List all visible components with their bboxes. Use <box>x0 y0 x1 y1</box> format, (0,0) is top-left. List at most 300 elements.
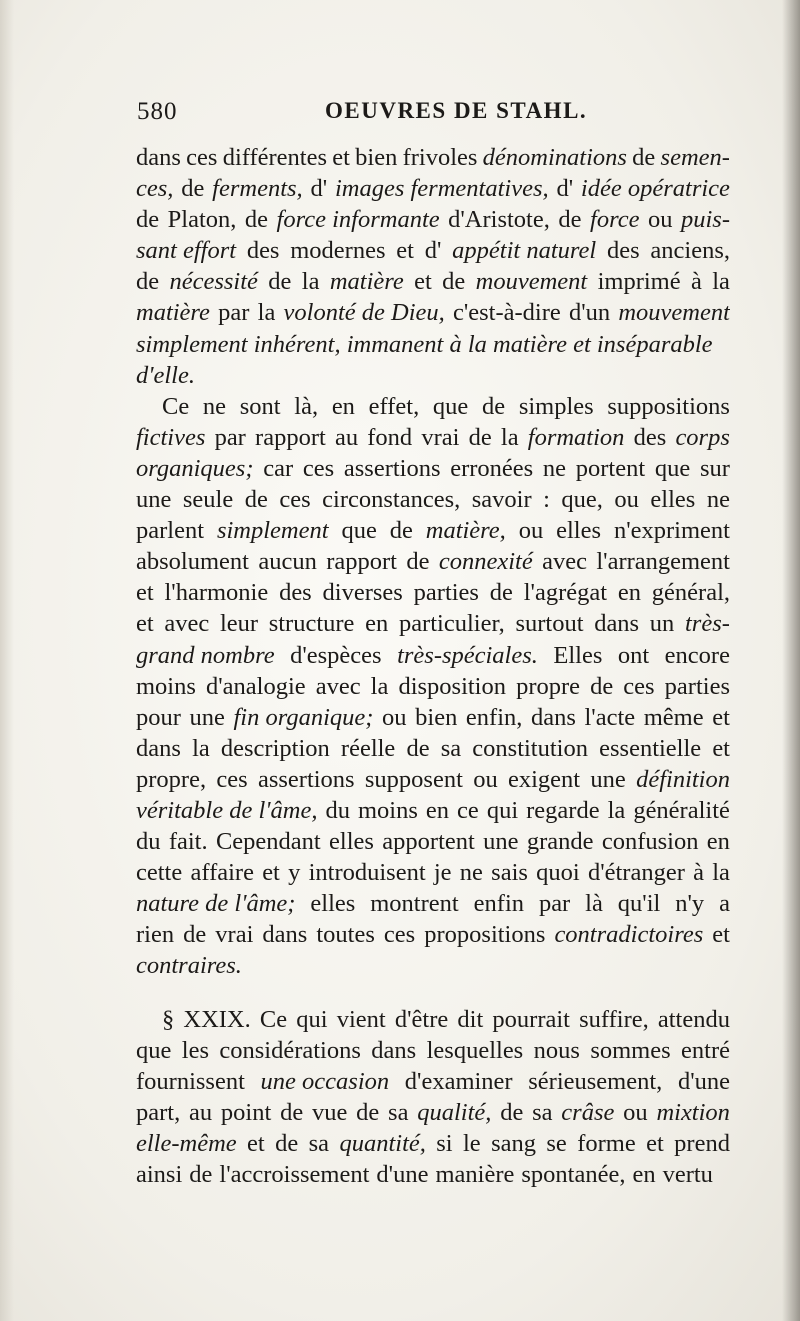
word: images fermentatives, <box>334 175 549 203</box>
word: grande <box>526 828 594 856</box>
word: d'Aristote, <box>448 206 550 234</box>
word: dit <box>457 1005 484 1033</box>
word: vrai <box>215 921 254 949</box>
word: diverses <box>322 579 403 607</box>
word: et <box>712 703 730 731</box>
word: ces <box>186 144 218 171</box>
word: ou <box>647 206 673 234</box>
text-line <box>136 1128 730 1159</box>
page-edge-right <box>782 0 800 1321</box>
word: une occasion <box>260 1067 390 1095</box>
word: de <box>590 672 614 700</box>
word: d'être <box>394 1005 449 1033</box>
word: la <box>192 734 210 762</box>
text-line <box>136 515 730 546</box>
word: anciens, <box>650 237 730 265</box>
text-line <box>136 360 730 391</box>
word: la <box>301 268 320 296</box>
word: moins <box>136 672 196 700</box>
word: idée opératrice <box>580 175 730 203</box>
word: ces <box>383 921 416 949</box>
word: une <box>189 703 225 731</box>
word: dans <box>594 610 640 638</box>
running-title: OEUVRES DE STAHL. <box>325 98 588 123</box>
word: imprimé <box>597 268 681 296</box>
word: sur <box>699 454 730 482</box>
word: suffire, <box>579 1005 649 1033</box>
text-line <box>136 826 730 857</box>
word: encore <box>664 641 730 669</box>
word: et <box>414 268 432 296</box>
text-line <box>136 142 730 173</box>
word: sant effort <box>136 237 237 265</box>
word: les <box>181 1036 209 1064</box>
word: assertions <box>257 765 355 793</box>
word: avec <box>315 672 361 700</box>
word: de <box>136 268 160 296</box>
word: fin organique; <box>233 703 374 731</box>
word: aucun <box>258 548 317 576</box>
text-line <box>136 640 730 671</box>
word: elles <box>310 890 356 918</box>
word: elles <box>556 517 602 545</box>
word: mouvement <box>475 268 588 296</box>
word: des <box>633 423 667 451</box>
word: de <box>481 392 506 420</box>
word: matière <box>329 268 404 296</box>
word: sa <box>308 1129 330 1157</box>
word: quoi <box>536 859 580 887</box>
word: la <box>712 859 730 887</box>
text-line <box>136 671 730 702</box>
word: pour <box>136 703 181 731</box>
word: très- <box>684 610 730 638</box>
word: bien <box>355 144 398 171</box>
word: corps <box>675 423 730 451</box>
word: des <box>606 237 640 265</box>
word: une <box>136 486 172 514</box>
word: l'accroissement <box>219 1161 370 1188</box>
word: simplement inhérent, immanent à la matière et inséparable <box>136 330 713 358</box>
word: vertu <box>662 1161 713 1188</box>
word: avec <box>164 610 210 638</box>
word: contraires. <box>136 952 242 980</box>
word: bien <box>415 703 458 731</box>
word: en <box>617 579 641 607</box>
word: force informante <box>276 206 440 234</box>
word: nature de l'âme; <box>136 890 296 918</box>
word: rapport <box>326 548 397 576</box>
word: et <box>136 579 154 607</box>
word: la <box>257 299 276 327</box>
word: rapport <box>255 423 326 451</box>
word: que <box>341 517 377 545</box>
word: connexité <box>438 548 533 576</box>
word: sa <box>440 734 462 762</box>
word: de <box>632 144 656 171</box>
word: à <box>693 859 704 887</box>
word: n'expriment <box>613 517 730 545</box>
word: que, <box>561 486 603 514</box>
word: en <box>365 610 389 638</box>
word: mouvement <box>618 299 730 327</box>
word: effet, <box>368 392 420 420</box>
word: enfin <box>473 890 524 918</box>
text-line <box>136 235 730 266</box>
text-line <box>136 1035 730 1066</box>
paragraph-p1 <box>136 142 730 391</box>
word: en <box>425 796 450 824</box>
text-line <box>136 266 730 297</box>
word: : <box>543 486 550 514</box>
word: de <box>183 921 207 949</box>
word: de <box>500 1098 524 1126</box>
word: de <box>181 175 205 203</box>
word: ne <box>459 859 483 887</box>
word: regarde <box>526 796 600 824</box>
paragraph-p2 <box>136 391 730 982</box>
word: d'espèces <box>290 641 382 669</box>
word: appétit naturel <box>452 237 597 265</box>
word: qui <box>486 796 519 824</box>
word: réelle <box>340 734 396 762</box>
page-header <box>137 98 730 132</box>
word: fait. <box>168 828 208 856</box>
word: vient <box>336 1005 386 1033</box>
word: sa <box>388 1098 409 1126</box>
word: si <box>436 1129 453 1157</box>
page-edge-left <box>0 0 14 1321</box>
word: une <box>590 765 626 793</box>
word: car <box>263 454 294 482</box>
word: de <box>244 206 269 234</box>
word: XXIX. <box>183 1005 251 1033</box>
word: surtout <box>515 610 584 638</box>
text-line <box>136 391 730 422</box>
word: nécessité <box>169 268 258 296</box>
word: toutes <box>316 921 375 949</box>
text-line <box>136 795 730 826</box>
word: par <box>538 890 571 918</box>
word: force <box>590 206 640 234</box>
text-line <box>136 608 730 639</box>
word: savoir <box>471 486 532 514</box>
word: c'est-à-dire <box>452 299 561 327</box>
word: ont <box>617 641 650 669</box>
word: qu'il <box>617 890 661 918</box>
text-line <box>136 204 730 235</box>
word: organiques; <box>136 454 254 482</box>
word: l'harmonie <box>164 579 269 607</box>
word: point <box>220 1098 272 1126</box>
text-line <box>136 1097 730 1128</box>
text-line <box>136 702 730 733</box>
word: semen- <box>660 144 730 171</box>
word: sommes <box>590 1036 671 1064</box>
word: affaire <box>190 859 254 887</box>
word: la <box>712 268 730 296</box>
word: Platon, <box>167 206 237 234</box>
word: ou <box>473 765 498 793</box>
word: en <box>331 392 355 420</box>
word: là, <box>294 392 319 420</box>
word: ou <box>614 486 639 514</box>
body-text <box>136 142 730 1190</box>
word: de <box>189 1161 213 1188</box>
word: là <box>585 890 603 918</box>
word: elles <box>650 486 696 514</box>
word: de <box>356 1098 380 1126</box>
text-line <box>136 546 730 577</box>
word: de <box>406 734 430 762</box>
page-number: 580 <box>137 98 178 125</box>
word: matière <box>136 299 210 327</box>
word: vue <box>311 1098 348 1126</box>
word: attendu <box>657 1005 730 1033</box>
word: avec <box>542 548 587 576</box>
word: général, <box>651 579 730 607</box>
word: ou <box>518 517 544 545</box>
text-line <box>136 857 730 888</box>
word: quantité, <box>339 1129 426 1157</box>
word: erronées <box>450 454 534 482</box>
word: moins <box>357 796 418 824</box>
word: l'acte <box>584 703 636 731</box>
word: par <box>214 423 246 451</box>
word: sont <box>239 392 281 420</box>
word: sa <box>532 1098 553 1126</box>
word: ou <box>623 1098 648 1126</box>
word: et <box>262 859 280 887</box>
word: elles <box>329 828 374 856</box>
word: d'examiner <box>404 1067 513 1095</box>
text-line <box>136 733 730 764</box>
word: du <box>136 828 161 856</box>
word: et <box>136 610 154 638</box>
word: Ce <box>162 392 190 420</box>
word: ce <box>457 796 479 824</box>
word: qualité, <box>417 1098 492 1126</box>
word: je <box>433 859 452 887</box>
word: ces, <box>136 175 174 203</box>
word: a <box>719 890 730 918</box>
word: vrai <box>421 423 460 451</box>
word: considérations <box>219 1036 361 1064</box>
word: rien <box>136 921 175 949</box>
word: de <box>489 579 513 607</box>
word: description <box>220 734 330 762</box>
word: Elles <box>553 641 603 669</box>
word: sang <box>491 1129 536 1157</box>
word: ainsi <box>136 1161 183 1188</box>
word: de <box>275 1129 299 1157</box>
word: et <box>396 237 414 265</box>
word: portent <box>575 454 646 482</box>
word: l'arrangement <box>596 548 730 576</box>
word: de <box>268 268 292 296</box>
word: ne <box>542 454 567 482</box>
word: simplement <box>216 517 329 545</box>
text-line <box>136 1004 730 1035</box>
word: la <box>370 672 389 700</box>
word: introduisent <box>308 859 426 887</box>
word: nous <box>533 1036 580 1064</box>
text-line <box>136 950 730 981</box>
word: propositions <box>424 921 546 949</box>
word: n'y <box>675 890 705 918</box>
word: un <box>649 610 675 638</box>
word: et <box>712 734 730 762</box>
word: définition <box>636 765 730 793</box>
text-line <box>136 919 730 950</box>
word: parlent <box>136 517 205 545</box>
word: frivoles <box>402 144 478 171</box>
word: elle-même <box>136 1129 237 1157</box>
word: ces <box>623 672 655 700</box>
word: que <box>654 454 691 482</box>
word: enfin, <box>465 703 523 731</box>
word: même <box>643 703 704 731</box>
word: grand nombre <box>136 641 275 669</box>
word: à <box>690 268 702 296</box>
word: circonstances, <box>322 486 461 514</box>
word: au <box>189 1098 213 1126</box>
word: l'agrégat <box>523 579 608 607</box>
word: une <box>483 828 519 856</box>
word: de <box>244 486 268 514</box>
paragraph-gap <box>136 982 730 1004</box>
text-line <box>136 1159 730 1190</box>
word: de <box>136 206 160 234</box>
word: des <box>279 579 312 607</box>
word: matière, <box>425 517 506 545</box>
text-line <box>136 888 730 919</box>
word: que <box>136 1036 172 1064</box>
word: d' <box>424 237 442 265</box>
word: ces <box>302 454 335 482</box>
word: ces <box>216 765 248 793</box>
word: dans <box>371 1036 417 1064</box>
word: au <box>334 423 359 451</box>
word: qui <box>296 1005 328 1033</box>
word: différentes <box>222 144 327 171</box>
word: dans <box>136 144 181 171</box>
word: de <box>280 1098 304 1126</box>
word: essentielle <box>599 734 702 762</box>
word: la <box>500 423 519 451</box>
word: d'une <box>376 1161 429 1188</box>
word: dénominations <box>482 144 627 171</box>
word: le <box>463 1129 481 1157</box>
word: pourrait <box>492 1005 570 1033</box>
word: § <box>162 1005 175 1033</box>
word: fournissent <box>136 1067 245 1095</box>
word: constitution <box>472 734 588 762</box>
word: contradictoires <box>554 921 704 949</box>
word: ferments, <box>212 175 303 203</box>
text-line <box>136 422 730 453</box>
word: propre, <box>136 765 207 793</box>
word: y <box>288 859 301 887</box>
word: Cependant <box>215 828 321 856</box>
word: part, <box>136 1098 181 1126</box>
text-line <box>136 764 730 795</box>
text-line <box>136 1066 730 1097</box>
word: du <box>325 796 350 824</box>
word: que <box>432 392 469 420</box>
word: apportent <box>382 828 475 856</box>
word: fond <box>367 423 413 451</box>
word: suppositions <box>607 392 730 420</box>
word: mixtion <box>656 1098 730 1126</box>
text-line <box>136 329 730 360</box>
word: Ce <box>259 1005 288 1033</box>
word: formation <box>527 423 625 451</box>
word: sais <box>491 859 528 887</box>
word: de <box>406 548 430 576</box>
word: en <box>706 828 730 856</box>
word: se <box>546 1129 567 1157</box>
word: confusion <box>601 828 699 856</box>
paragraph-p3 <box>136 1004 730 1191</box>
word: dans <box>136 734 181 762</box>
word: disposition <box>398 672 506 700</box>
text-line <box>136 173 730 204</box>
word: par <box>218 299 250 327</box>
word: d'elle. <box>136 361 195 389</box>
word: exigent <box>507 765 581 793</box>
word: et <box>247 1129 265 1157</box>
word: supposent <box>364 765 463 793</box>
word: assertions <box>343 454 441 482</box>
word: dans <box>262 921 308 949</box>
word: des <box>246 237 280 265</box>
word: fictives <box>136 423 206 451</box>
word: généralité <box>633 796 730 824</box>
word: cette <box>136 859 183 887</box>
word: d'une <box>677 1067 730 1095</box>
word: d'analogie <box>205 672 306 700</box>
word: véritable de l'âme, <box>136 796 318 824</box>
word: ces <box>279 486 311 514</box>
word: et <box>332 144 350 171</box>
word: manière <box>435 1161 515 1188</box>
word: d' <box>310 175 328 203</box>
word: entré <box>681 1036 730 1064</box>
word: forme <box>577 1129 636 1157</box>
word: montrent <box>370 890 459 918</box>
word: seule <box>182 486 234 514</box>
word: d' <box>556 175 574 203</box>
word: et <box>712 921 730 949</box>
word: la <box>607 796 626 824</box>
word: ne <box>202 392 227 420</box>
text-line <box>136 297 730 328</box>
word: très-spéciales. <box>397 641 538 669</box>
word: absolument <box>136 548 249 576</box>
word: propre <box>516 672 581 700</box>
word: de <box>558 206 582 234</box>
word: modernes <box>290 237 386 265</box>
word: puis- <box>681 206 730 234</box>
word: lesquelles <box>426 1036 524 1064</box>
text-line <box>136 577 730 608</box>
word: ne <box>706 486 730 514</box>
word: en <box>632 1161 656 1188</box>
word: structure <box>268 610 355 638</box>
text-line <box>136 484 730 515</box>
word: de <box>389 517 413 545</box>
